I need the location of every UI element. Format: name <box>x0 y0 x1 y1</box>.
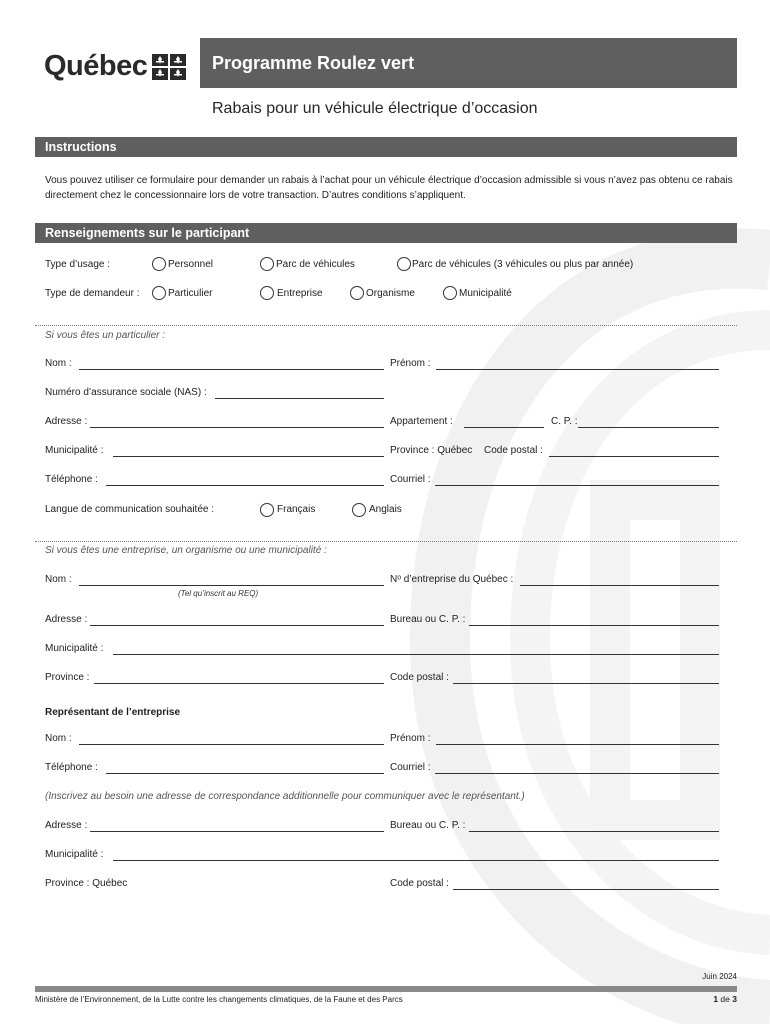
representant-heading: Représentant de l’entreprise <box>45 707 181 718</box>
entreprise-province-field[interactable] <box>94 683 384 684</box>
field-label: Code postal : <box>390 672 449 683</box>
cp-field[interactable] <box>578 427 719 428</box>
langue-option-label: Anglais <box>369 504 402 515</box>
entreprise-nom-field[interactable] <box>79 585 384 586</box>
appartement-field[interactable] <box>464 427 544 428</box>
field-label: Téléphone : <box>45 762 98 773</box>
rep-bureau-field[interactable] <box>469 831 719 832</box>
nas-field[interactable] <box>215 398 384 399</box>
rep-telephone-field[interactable] <box>106 773 384 774</box>
field-label: Courriel : <box>390 762 431 773</box>
fleur-de-lys-icon <box>152 54 186 80</box>
rep-nom-field[interactable] <box>79 744 384 745</box>
field-label: Nom : <box>45 733 72 744</box>
page-number <box>713 994 737 1004</box>
rep-courriel-field[interactable] <box>435 773 719 774</box>
usage-label: Type d’usage : <box>45 259 111 270</box>
langue-option-label: Français <box>277 504 316 515</box>
field-label: Municipalité : <box>45 643 104 654</box>
radio-usage-personnel[interactable] <box>152 257 166 271</box>
field-label: Code postal : <box>484 445 543 456</box>
participant-heading: Renseignements sur le participant <box>35 223 737 243</box>
logo-text: Québec <box>44 50 148 82</box>
telephone-field[interactable] <box>106 485 384 486</box>
code-postal-field[interactable] <box>549 456 719 457</box>
entreprise-municipalite-field[interactable] <box>113 654 719 655</box>
field-label: Nᵒ d’entreprise du Québec : <box>390 574 514 585</box>
footer-date: Juin 2024 <box>702 972 737 981</box>
instructions-text: Vous pouvez utiliser ce formulaire pour demander un rabais à l’achat pour un véhicule électrique d’occasion admissible si vous n’avez pas obtenu ce rabais directement chez le concessionnaire lors de votre transaction. D’autres conditions s’appliquent. <box>45 175 733 201</box>
entreprise-code-postal-field[interactable] <box>453 683 719 684</box>
field-label: Courriel : <box>390 474 431 485</box>
page-current: 1 <box>713 994 719 1004</box>
municipalite-field[interactable] <box>113 456 384 457</box>
field-label: Province : <box>45 672 90 683</box>
page-subtitle: Rabais pour un véhicule électrique d’occasion <box>212 100 538 117</box>
radio-requester-particulier[interactable] <box>152 286 166 300</box>
entreprise-bureau-field[interactable] <box>469 625 719 626</box>
field-label: Bureau ou C. P. : <box>390 614 466 625</box>
radio-requester-organisme[interactable] <box>350 286 364 300</box>
rep-adresse-field[interactable] <box>90 831 384 832</box>
adresse-field[interactable] <box>90 427 384 428</box>
field-label: Adresse : <box>45 416 88 427</box>
divider <box>35 541 737 542</box>
nom-hint: (Tel qu’inscrit au REQ) <box>178 589 259 598</box>
radio-langue-anglais[interactable] <box>352 503 366 517</box>
footer-ministry: Ministère de l’Environnement, de la Lutte contre les changements climatiques, de la Faune et des Parcs <box>35 995 403 1004</box>
field-label: Numéro d’assurance sociale (NAS) : <box>45 387 207 398</box>
divider <box>35 325 737 326</box>
nom-field[interactable] <box>79 369 384 370</box>
radio-requester-entreprise[interactable] <box>260 286 274 300</box>
radio-requester-municipalite[interactable] <box>443 286 457 300</box>
courriel-field[interactable] <box>435 485 719 486</box>
radio-usage-parc-3[interactable] <box>397 257 411 271</box>
field-label: Prénom : <box>390 733 431 744</box>
page-total: 3 <box>732 994 737 1004</box>
representant-note: (Inscrivez au besoin une adresse de correspondance additionnelle pour communiquer avec le représentant.) <box>45 791 525 802</box>
field-label: Province : Québec <box>390 445 473 456</box>
rep-prenom-field[interactable] <box>436 744 719 745</box>
field-label: Code postal : <box>390 878 449 889</box>
field-label: Province : Québec <box>45 878 128 889</box>
requester-option-label: Municipalité <box>459 288 512 299</box>
field-label: Téléphone : <box>45 474 98 485</box>
requester-option-label: Organisme <box>366 288 415 299</box>
field-label: Adresse : <box>45 614 88 625</box>
instructions-heading: Instructions <box>35 137 737 157</box>
field-label: Langue de communication souhaitée : <box>45 504 215 515</box>
quebec-logo <box>44 50 186 83</box>
field-label: C. P. : <box>551 416 578 427</box>
field-label: Prénom : <box>390 358 431 369</box>
field-label: Appartement : <box>390 416 453 427</box>
requester-label: Type de demandeur : <box>45 288 140 299</box>
field-label: Municipalité : <box>45 445 104 456</box>
usage-option-label: Parc de véhicules <box>276 259 355 270</box>
entreprise-adresse-field[interactable] <box>90 625 384 626</box>
rep-municipalite-field[interactable] <box>113 860 719 861</box>
field-label: Bureau ou C. P. : <box>390 820 466 831</box>
field-label: Municipalité : <box>45 849 104 860</box>
usage-option-label: Parc de véhicules (3 véhicules ou plus par année) <box>412 259 634 270</box>
radio-langue-francais[interactable] <box>260 503 274 517</box>
field-label: Nom : <box>45 358 72 369</box>
radio-usage-parc[interactable] <box>260 257 274 271</box>
field-label: Adresse : <box>45 820 88 831</box>
page-title: Programme Roulez vert <box>200 38 737 88</box>
rep-code-postal-field[interactable] <box>453 889 719 890</box>
particulier-note: Si vous êtes un particulier : <box>45 330 166 341</box>
neq-field[interactable] <box>520 585 719 586</box>
usage-option-label: Personnel <box>168 259 214 270</box>
page-separator: de <box>720 994 730 1004</box>
requester-option-label: Particulier <box>168 288 213 299</box>
prenom-field[interactable] <box>436 369 719 370</box>
footer-bar <box>35 986 737 992</box>
entreprise-note: Si vous êtes une entreprise, un organisme ou une municipalité : <box>45 545 327 556</box>
field-label: Nom : <box>45 574 72 585</box>
requester-option-label: Entreprise <box>277 288 323 299</box>
